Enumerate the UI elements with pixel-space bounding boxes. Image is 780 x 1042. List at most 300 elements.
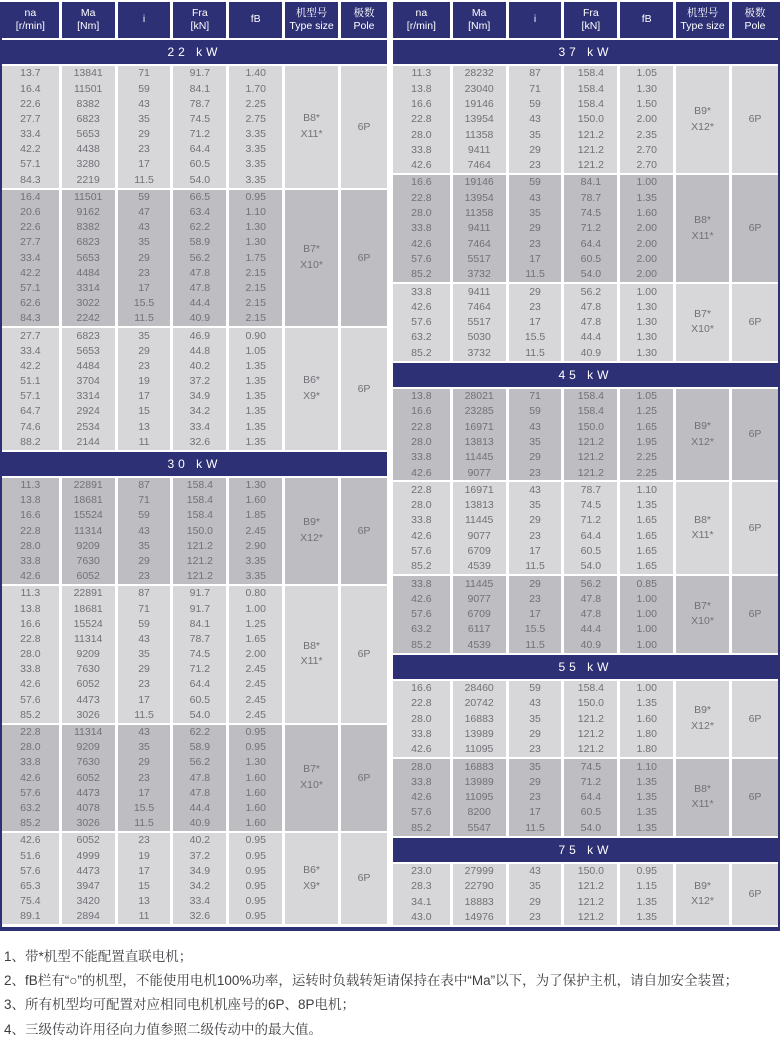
table-cell: 84.3 (2, 311, 59, 326)
table-cell: 43 (509, 864, 562, 879)
table-cell: 4473 (62, 785, 115, 800)
table-cell: 13989 (453, 774, 506, 789)
table-cell: 6709 (453, 544, 506, 559)
table-cell: 158.4 (564, 81, 617, 96)
table-cell: 0.95 (229, 848, 282, 863)
table-cell: 57.6 (393, 252, 450, 267)
table-cell: 33.8 (393, 576, 450, 591)
table-cell: 18681 (62, 493, 115, 508)
table-cell: 16.6 (2, 616, 59, 631)
table-cell: 2.15 (229, 311, 282, 326)
table-cell: 58.9 (173, 235, 226, 250)
table-header-row (393, 2, 778, 38)
type-size-line: B8* (694, 782, 712, 795)
type-size-cell (676, 66, 729, 173)
table-cell: 71 (118, 66, 171, 81)
table-cell: 57.1 (2, 281, 59, 296)
table-cell: 13.8 (393, 81, 450, 96)
table-cell: 71.2 (564, 774, 617, 789)
table-cell: 15.5 (509, 330, 562, 345)
table-cell: 7630 (62, 755, 115, 770)
header-label: Fra (192, 6, 208, 19)
table-cell: 44.4 (173, 801, 226, 816)
table-cell: 13 (118, 419, 171, 434)
table-cell: 3314 (62, 281, 115, 296)
header-cell (62, 2, 115, 38)
table-cell: 1.40 (229, 66, 282, 81)
table-cell: 22.8 (393, 696, 450, 711)
table-cell: 2219 (62, 172, 115, 187)
table-cell: 47.8 (173, 785, 226, 800)
table-cell: 2.70 (620, 158, 673, 173)
table-cell: 1.35 (229, 404, 282, 419)
table-cell: 57.6 (2, 785, 59, 800)
table-cell: 11.3 (2, 586, 59, 601)
table-cell: 78.7 (173, 96, 226, 111)
table-cell: 54.0 (173, 172, 226, 187)
table-cell: 3022 (62, 296, 115, 311)
row-block (393, 389, 778, 481)
table-cell: 11.3 (393, 66, 450, 81)
header-label: Fra (583, 6, 599, 19)
table-cell: 85.2 (393, 820, 450, 835)
table-cell: 1.35 (620, 805, 673, 820)
note-3: 3、所有机型均可配置对应相同电机机座号的6P、8P电机； (4, 997, 356, 1013)
pole-cell: 6P (341, 478, 387, 584)
table-cell: 9209 (62, 647, 115, 662)
table-cell: 59 (509, 97, 562, 112)
table-cell: 2.45 (229, 692, 282, 707)
type-size-line: B8* (303, 639, 321, 652)
table-cell: 43 (509, 419, 562, 434)
table-cell: 121.2 (173, 569, 226, 584)
table-cell: 47.8 (564, 299, 617, 314)
table-cell: 3.35 (229, 569, 282, 584)
table-cell: 16.4 (2, 190, 59, 205)
header-label: i (533, 13, 537, 26)
table-cell: 60.5 (564, 805, 617, 820)
table-cell: 1.00 (620, 607, 673, 622)
table-cell: 16971 (453, 419, 506, 434)
pole-cell: 6P (732, 284, 778, 360)
table-cell: 1.00 (620, 284, 673, 299)
table-cell: 1.35 (229, 389, 282, 404)
pole-cell: 6P (732, 389, 778, 481)
note-4: 4、三级传动许用径向力值参照二级传动中的最大值。 (4, 1021, 323, 1037)
table-cell: 42.6 (2, 677, 59, 692)
table-cell: 121.2 (564, 711, 617, 726)
section-band: 55 kW (393, 655, 778, 679)
table-cell: 43 (118, 96, 171, 111)
table-cell: 71.2 (564, 513, 617, 528)
type-size-cell (285, 586, 338, 723)
table-cell: 9077 (453, 528, 506, 543)
table-cell: 9162 (62, 205, 115, 220)
table-cell: 89.1 (2, 909, 59, 924)
table-cell: 2.15 (229, 296, 282, 311)
type-size-line: B6* (303, 863, 321, 876)
table-cell: 35 (509, 435, 562, 450)
table-cell: 6052 (62, 833, 115, 848)
type-size-cell (285, 66, 338, 188)
table-cell: 87 (509, 66, 562, 81)
table-cell: 2.15 (229, 281, 282, 296)
type-size-cell (285, 328, 338, 450)
table-cell: 78.7 (564, 482, 617, 497)
table-cell: 34.2 (173, 879, 226, 894)
table-cell: 2.00 (620, 267, 673, 282)
table-cell: 17 (509, 315, 562, 330)
header-sublabel: [kN] (581, 20, 601, 32)
type-size-line: B9* (694, 704, 712, 717)
table-cell: 42.6 (2, 569, 59, 584)
table-cell: 2894 (62, 909, 115, 924)
table-cell: 1.05 (620, 389, 673, 404)
type-size-line: X11* (691, 229, 714, 242)
table-cell: 158.4 (564, 389, 617, 404)
table-cell: 85.2 (2, 708, 59, 723)
header-label: fB (250, 13, 261, 26)
table-cell: 43 (118, 523, 171, 538)
table-cell: 35 (118, 235, 171, 250)
table-cell: 1.65 (620, 419, 673, 434)
table-cell: 28.0 (393, 759, 450, 774)
table-cell: 121.2 (564, 435, 617, 450)
table-cell: 150.0 (173, 523, 226, 538)
header-label: 极数 (744, 6, 766, 19)
table-cell: 28232 (453, 66, 506, 81)
table-cell: 23 (509, 790, 562, 805)
table-cell: 19146 (453, 97, 506, 112)
table-cell: 74.5 (173, 647, 226, 662)
header-sublabel: [r/min] (15, 20, 45, 32)
table-cell: 29 (118, 755, 171, 770)
table-cell: 0.95 (229, 725, 282, 740)
type-size-cell (285, 190, 338, 327)
table-cell: 1.60 (229, 770, 282, 785)
table-cell: 74.5 (173, 112, 226, 127)
table-cell: 17 (509, 252, 562, 267)
table-cell: 59 (509, 404, 562, 419)
table-cell: 42.6 (393, 790, 450, 805)
table-cell: 1.00 (620, 681, 673, 696)
header-cell (341, 2, 387, 38)
table-cell: 1.15 (620, 879, 673, 894)
table-cell: 23 (118, 265, 171, 280)
table-cell: 43 (509, 696, 562, 711)
table-cell: 23.0 (393, 864, 450, 879)
header-label: i (142, 13, 146, 26)
table-cell: 17 (509, 607, 562, 622)
type-size-line: X9* (303, 879, 321, 892)
table-cell: 60.5 (564, 544, 617, 559)
table-cell: 3.35 (229, 157, 282, 172)
table-cell: 58.9 (173, 740, 226, 755)
table-cell: 75.4 (2, 894, 59, 909)
table-cell: 28.0 (2, 740, 59, 755)
table-cell: 6052 (62, 770, 115, 785)
table-cell: 0.80 (229, 586, 282, 601)
table-cell: 1.35 (620, 696, 673, 711)
table-cell: 40.2 (173, 359, 226, 374)
type-size-line: X12* (691, 435, 714, 448)
table-cell: 17 (118, 785, 171, 800)
header-label: na (415, 6, 428, 19)
table-cell: 71.2 (173, 127, 226, 142)
table-cell: 0.95 (229, 909, 282, 924)
table-cell: 71.2 (564, 221, 617, 236)
pole-cell: 6P (732, 66, 778, 173)
table-cell: 59 (118, 81, 171, 96)
table-cell: 35 (509, 759, 562, 774)
table-cell: 1.65 (620, 528, 673, 543)
row-block (393, 681, 778, 757)
table-cell: 43.0 (393, 910, 450, 925)
type-size-line: B8* (694, 213, 712, 226)
table-cell: 15.5 (118, 801, 171, 816)
table-cell: 1.60 (620, 206, 673, 221)
table-cell: 5517 (453, 315, 506, 330)
table-cell: 23 (118, 833, 171, 848)
table-cell: 150.0 (564, 864, 617, 879)
table-cell: 19 (118, 848, 171, 863)
table-cell: 32.6 (173, 909, 226, 924)
table-cell: 16.4 (2, 81, 59, 96)
type-size-line: X11* (300, 655, 323, 668)
pole-cell: 6P (341, 586, 387, 723)
table-cell: 29 (509, 774, 562, 789)
type-size-cell (676, 864, 729, 925)
table-cell: 43 (118, 725, 171, 740)
table-cell: 7630 (62, 662, 115, 677)
table-cell: 29 (118, 127, 171, 142)
table-cell: 64.7 (2, 404, 59, 419)
table-cell: 71 (509, 389, 562, 404)
table-cell: 6052 (62, 569, 115, 584)
table-cell: 16.6 (393, 175, 450, 190)
type-size-line: B9* (694, 419, 712, 432)
table-cell: 42.2 (2, 265, 59, 280)
table-cell: 35 (118, 740, 171, 755)
table-cell: 34.2 (173, 404, 226, 419)
table-cell: 35 (118, 112, 171, 127)
table-cell: 1.65 (229, 632, 282, 647)
header-sublabel: [Nm] (77, 20, 100, 32)
table-cell: 35 (509, 206, 562, 221)
table-cell: 11358 (453, 206, 506, 221)
table-cell: 7464 (453, 236, 506, 251)
table-cell: 1.10 (620, 482, 673, 497)
table-cell: 22.8 (2, 632, 59, 647)
table-cell: 17 (118, 863, 171, 878)
type-size-line: X10* (691, 323, 714, 336)
table-cell: 29 (509, 284, 562, 299)
table-cell: 2.25 (620, 450, 673, 465)
header-cell (285, 2, 338, 38)
table-cell: 71.2 (173, 662, 226, 677)
table-cell: 40.9 (173, 816, 226, 831)
header-cell (229, 2, 282, 38)
table-cell: 11358 (453, 127, 506, 142)
table-cell: 64.4 (564, 790, 617, 805)
table-cell: 9411 (453, 221, 506, 236)
table-cell: 43 (118, 632, 171, 647)
table-cell: 29 (509, 894, 562, 909)
table-cell: 66.5 (173, 190, 226, 205)
table-cell: 1.50 (620, 97, 673, 112)
table-cell: 42.6 (393, 592, 450, 607)
table-cell: 16.6 (393, 681, 450, 696)
table-cell: 78.7 (173, 632, 226, 647)
table-cell: 33.4 (2, 343, 59, 358)
table-cell: 2.70 (620, 142, 673, 157)
table-cell: 15.5 (509, 622, 562, 637)
table-cell: 6823 (62, 235, 115, 250)
table-cell: 47.8 (564, 315, 617, 330)
table-cell: 9077 (453, 592, 506, 607)
table-cell: 7464 (453, 299, 506, 314)
table-cell: 4999 (62, 848, 115, 863)
table-cell: 158.4 (564, 404, 617, 419)
table-cell: 6709 (453, 607, 506, 622)
table-cell: 0.95 (229, 190, 282, 205)
type-size-line: X12* (691, 895, 714, 908)
table-cell: 20.6 (2, 205, 59, 220)
table-cell: 0.95 (229, 740, 282, 755)
table-cell: 1.10 (620, 759, 673, 774)
table-cell: 17 (118, 157, 171, 172)
header-cell (564, 2, 617, 38)
table-cell: 1.60 (229, 493, 282, 508)
table-cell: 71 (509, 81, 562, 96)
table-cell: 28.0 (2, 538, 59, 553)
table-cell: 56.2 (564, 284, 617, 299)
table-cell: 13841 (62, 66, 115, 81)
table-cell: 40.9 (564, 637, 617, 652)
table-cell: 44.4 (564, 330, 617, 345)
header-label: 极数 (353, 6, 375, 19)
table-cell: 2.35 (620, 127, 673, 142)
table-cell: 22891 (62, 586, 115, 601)
table-cell: 9209 (62, 538, 115, 553)
table-cell: 29 (509, 576, 562, 591)
pole-cell: 6P (732, 576, 778, 652)
table-cell: 121.2 (173, 538, 226, 553)
table-cell: 1.65 (620, 544, 673, 559)
table-cell: 13989 (453, 727, 506, 742)
table-cell: 34.1 (393, 894, 450, 909)
table-cell: 91.7 (173, 601, 226, 616)
row-block (2, 833, 387, 924)
table-cell: 11.5 (509, 637, 562, 652)
header-cell (732, 2, 778, 38)
table-cell: 33.8 (393, 284, 450, 299)
header-sublabel: Type size (680, 20, 725, 32)
type-size-line: X11* (691, 798, 714, 811)
type-size-cell (676, 175, 729, 282)
table-cell: 11445 (453, 576, 506, 591)
table-cell: 1.30 (620, 81, 673, 96)
header-label: fB (641, 13, 652, 26)
table-cell: 15 (118, 879, 171, 894)
table-cell: 42.2 (2, 359, 59, 374)
section-band: 22 kW (2, 40, 387, 64)
table-cell: 44.4 (564, 622, 617, 637)
table-cell: 150.0 (564, 696, 617, 711)
table-cell: 4484 (62, 359, 115, 374)
table-cell: 22.8 (393, 482, 450, 497)
table-cell: 2.00 (620, 112, 673, 127)
table-cell: 35 (118, 647, 171, 662)
table-cell: 28.0 (2, 647, 59, 662)
type-size-line: X12* (691, 120, 714, 133)
table-cell: 0.95 (229, 894, 282, 909)
table-cell: 11095 (453, 742, 506, 757)
table-cell: 29 (509, 450, 562, 465)
table-cell: 88.2 (2, 435, 59, 450)
table-cell: 32.6 (173, 435, 226, 450)
table-cell: 2.25 (229, 96, 282, 111)
section-band: 30 kW (2, 452, 387, 476)
table-cell: 6117 (453, 622, 506, 637)
row-block (393, 284, 778, 360)
table-cell: 13.8 (393, 389, 450, 404)
table-cell: 84.1 (173, 616, 226, 631)
table-cell: 28.0 (393, 498, 450, 513)
table-cell: 11501 (62, 81, 115, 96)
type-size-line: B9* (694, 104, 712, 117)
table-cell: 19146 (453, 175, 506, 190)
table-cell: 54.0 (564, 820, 617, 835)
table-cell: 87 (118, 478, 171, 493)
table-cell: 158.4 (564, 97, 617, 112)
table-cell: 63.2 (393, 330, 450, 345)
table-cell: 1.35 (620, 894, 673, 909)
type-size-cell (676, 759, 729, 835)
table-cell: 17 (509, 544, 562, 559)
table-cell: 85.2 (393, 267, 450, 282)
table-cell: 29 (118, 554, 171, 569)
table-cell: 59 (118, 508, 171, 523)
table-cell: 5517 (453, 252, 506, 267)
table-cell: 13.8 (2, 601, 59, 616)
table-cell: 13813 (453, 498, 506, 513)
table-cell: 1.10 (229, 205, 282, 220)
table-cell: 22.6 (2, 220, 59, 235)
table-cell: 1.80 (620, 742, 673, 757)
table-cell: 11314 (62, 632, 115, 647)
table-cell: 40.9 (173, 311, 226, 326)
table-cell: 2.00 (620, 252, 673, 267)
table-cell: 2924 (62, 404, 115, 419)
table-cell: 57.6 (393, 805, 450, 820)
table-cell: 11445 (453, 450, 506, 465)
table-cell: 33.8 (2, 662, 59, 677)
table-cell: 1.00 (620, 622, 673, 637)
table-cell: 121.2 (564, 127, 617, 142)
header-sublabel: [r/min] (406, 20, 436, 32)
table-cell: 23 (509, 742, 562, 757)
type-size-cell (285, 833, 338, 924)
table-cell: 57.6 (393, 544, 450, 559)
table-cell: 1.35 (229, 419, 282, 434)
table-cell: 11095 (453, 790, 506, 805)
table-cell: 56.2 (173, 755, 226, 770)
table-cell: 4078 (62, 801, 115, 816)
table-cell: 4539 (453, 637, 506, 652)
table-cell: 91.7 (173, 586, 226, 601)
row-block (2, 66, 387, 188)
